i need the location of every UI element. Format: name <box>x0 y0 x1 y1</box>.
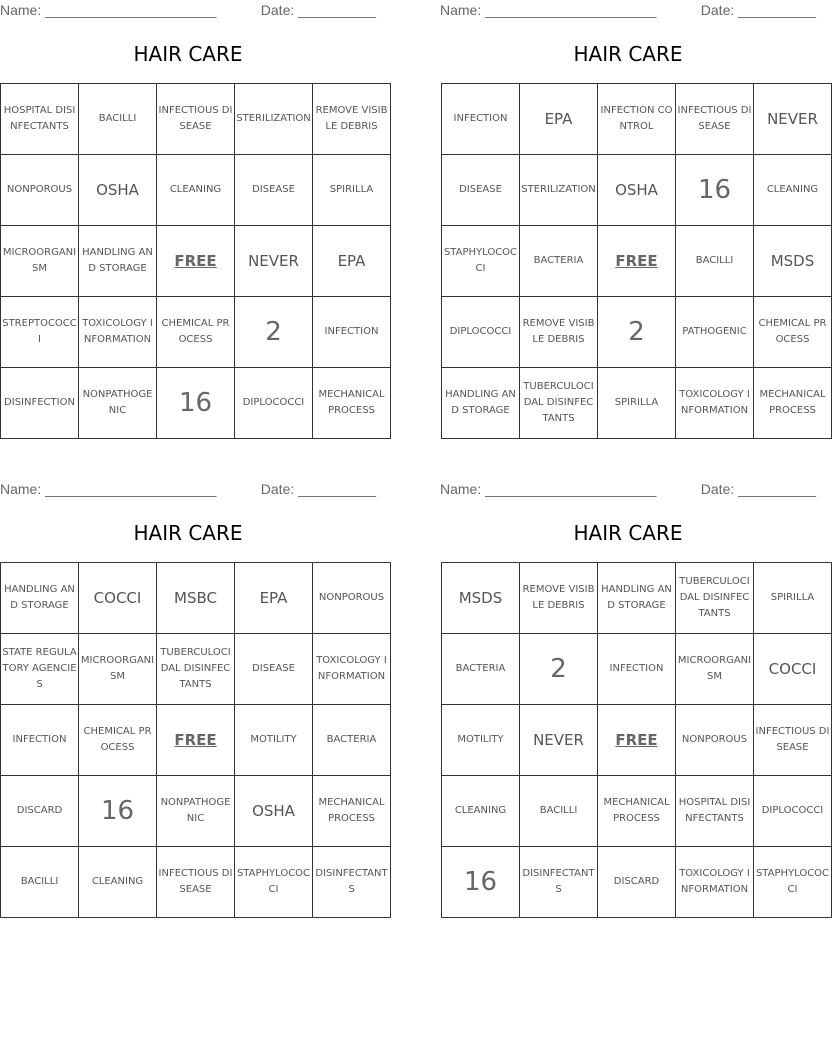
grid-cell: STATE REGULATORY AGENCIES <box>1 634 79 705</box>
grid-cell: DIPLOCOCCI <box>235 368 313 439</box>
grid-cell: NEVER <box>754 84 832 155</box>
grid-cell: MOTILITY <box>235 705 313 776</box>
grid-cell: OSHA <box>235 776 313 847</box>
bingo-card-4 <box>440 479 830 919</box>
grid-cell: OSHA <box>598 155 676 226</box>
grid-cell: NONPOROUS <box>1 155 79 226</box>
grid-cell: NONPATHOGENIC <box>79 368 157 439</box>
grid-cell: MICROORGANISM <box>1 226 79 297</box>
grid-cell: INFECTIOUS DISEASE <box>676 84 754 155</box>
grid-cell: CHEMICAL PROCESS <box>754 297 832 368</box>
grid-cell: HOSPITAL DISINFECTANTS <box>1 84 79 155</box>
grid-cell: NEVER <box>235 226 313 297</box>
grid-cell: BACILLI <box>79 84 157 155</box>
date-field-label: Date: __________ <box>700 481 816 497</box>
bingo-grid <box>0 562 391 918</box>
grid-cell: INFECTION <box>442 84 520 155</box>
grid-cell: CLEANING <box>79 847 157 918</box>
grid-cell: INFECTION <box>1 705 79 776</box>
grid-cell: 2 <box>235 297 313 368</box>
grid-cell: BACTERIA <box>520 226 598 297</box>
name-date-row <box>440 2 816 20</box>
grid-cell: SPIRILLA <box>598 368 676 439</box>
grid-cell: DISINFECTION <box>1 368 79 439</box>
grid-cell: 16 <box>442 847 520 918</box>
grid-cell: STAPHYLOCOCCI <box>235 847 313 918</box>
grid-cell: EPA <box>235 563 313 634</box>
grid-cell: INFECTION CONTROL <box>598 84 676 155</box>
grid-cell: MOTILITY <box>442 705 520 776</box>
grid-cell: NEVER <box>520 705 598 776</box>
name-field-label: Name: ______________________ <box>440 481 657 497</box>
bingo-card-2 <box>440 0 827 440</box>
name-field-label: Name: ______________________ <box>440 2 657 18</box>
card-title: HAIR CARE <box>573 42 683 66</box>
grid-cell: INFECTION <box>598 634 676 705</box>
name-field-label: Name: ______________________ <box>0 481 217 497</box>
grid-cell: EPA <box>313 226 391 297</box>
grid-cell: TUBERCULOCIDAL DISINFECTANTS <box>157 634 235 705</box>
free-space-cell: FREE <box>157 226 235 297</box>
grid-cell: 16 <box>157 368 235 439</box>
grid-cell: CHEMICAL PROCESS <box>79 705 157 776</box>
grid-cell: PATHOGENIC <box>676 297 754 368</box>
name-field-label: Name: ______________________ <box>0 2 217 18</box>
name-date-row <box>0 2 376 20</box>
name-date-row <box>0 481 376 499</box>
grid-cell: EPA <box>520 84 598 155</box>
free-space-cell: FREE <box>598 226 676 297</box>
grid-cell: TOXICOLOGY INFORMATION <box>313 634 391 705</box>
bingo-card-3 <box>0 479 388 919</box>
grid-cell: 2 <box>520 634 598 705</box>
grid-cell: DISEASE <box>442 155 520 226</box>
card-title: HAIR CARE <box>573 521 683 545</box>
grid-cell: STAPHYLOCOCCI <box>754 847 832 918</box>
grid-cell: DISEASE <box>235 155 313 226</box>
grid-cell: HOSPITAL DISINFECTANTS <box>676 776 754 847</box>
grid-cell: CLEANING <box>754 155 832 226</box>
grid-cell: TOXICOLOGY INFORMATION <box>79 297 157 368</box>
grid-cell: HANDLING AND STORAGE <box>79 226 157 297</box>
grid-cell: 16 <box>676 155 754 226</box>
grid-cell: DISEASE <box>235 634 313 705</box>
grid-cell: INFECTIOUS DISEASE <box>157 847 235 918</box>
grid-cell: REMOVE VISIBLE DEBRIS <box>313 84 391 155</box>
grid-cell: TOXICOLOGY INFORMATION <box>676 847 754 918</box>
grid-cell: OSHA <box>79 155 157 226</box>
grid-cell: DISCARD <box>598 847 676 918</box>
card-title: HAIR CARE <box>133 521 243 545</box>
grid-cell: DIPLOCOCCI <box>442 297 520 368</box>
grid-cell: NONPATHOGENIC <box>157 776 235 847</box>
date-field-label: Date: __________ <box>260 481 376 497</box>
grid-cell: DISINFECTANTS <box>520 847 598 918</box>
bingo-grid <box>0 83 391 439</box>
grid-cell: MECHANICAL PROCESS <box>598 776 676 847</box>
grid-cell: DISINFECTANTS <box>313 847 391 918</box>
grid-cell: TUBERCULOCIDAL DISINFECTANTS <box>520 368 598 439</box>
card-title: HAIR CARE <box>133 42 243 66</box>
date-field-label: Date: __________ <box>700 2 816 18</box>
date-field-label: Date: __________ <box>260 2 376 18</box>
grid-cell: MECHANICAL PROCESS <box>313 368 391 439</box>
grid-cell: MICROORGANISM <box>676 634 754 705</box>
grid-cell: STAPHYLOCOCCI <box>442 226 520 297</box>
bingo-grid <box>441 83 832 439</box>
grid-cell: MSBC <box>157 563 235 634</box>
grid-cell: CLEANING <box>157 155 235 226</box>
grid-cell: INFECTIOUS DISEASE <box>157 84 235 155</box>
grid-cell: TOXICOLOGY INFORMATION <box>676 368 754 439</box>
grid-cell: MICROORGANISM <box>79 634 157 705</box>
grid-cell: MECHANICAL PROCESS <box>313 776 391 847</box>
grid-cell: DISCARD <box>1 776 79 847</box>
grid-cell: INFECTIOUS DISEASE <box>754 705 832 776</box>
grid-cell: HANDLING AND STORAGE <box>598 563 676 634</box>
grid-cell: BACTERIA <box>313 705 391 776</box>
grid-cell: BACILLI <box>1 847 79 918</box>
grid-cell: COCCI <box>754 634 832 705</box>
free-space-cell: FREE <box>157 705 235 776</box>
grid-cell: REMOVE VISIBLE DEBRIS <box>520 297 598 368</box>
bingo-card-1 <box>0 0 388 440</box>
grid-cell: MECHANICAL PROCESS <box>754 368 832 439</box>
grid-cell: COCCI <box>79 563 157 634</box>
grid-cell: SPIRILLA <box>754 563 832 634</box>
grid-cell: BACTERIA <box>442 634 520 705</box>
grid-cell: BACILLI <box>676 226 754 297</box>
grid-cell: CLEANING <box>442 776 520 847</box>
grid-cell: STREPTOCOCCI <box>1 297 79 368</box>
grid-cell: DIPLOCOCCI <box>754 776 832 847</box>
grid-cell: TUBERCULOCIDAL DISINFECTANTS <box>676 563 754 634</box>
grid-cell: INFECTION <box>313 297 391 368</box>
grid-cell: SPIRILLA <box>313 155 391 226</box>
grid-cell: MSDS <box>442 563 520 634</box>
grid-cell: HANDLING AND STORAGE <box>442 368 520 439</box>
grid-cell: REMOVE VISIBLE DEBRIS <box>520 563 598 634</box>
grid-cell: STERILIZATION <box>235 84 313 155</box>
grid-cell: BACILLI <box>520 776 598 847</box>
grid-cell: STERILIZATION <box>520 155 598 226</box>
grid-cell: HANDLING AND STORAGE <box>1 563 79 634</box>
grid-cell: 16 <box>79 776 157 847</box>
name-date-row <box>440 481 816 499</box>
grid-cell: MSDS <box>754 226 832 297</box>
grid-cell: NONPOROUS <box>313 563 391 634</box>
grid-cell: 2 <box>598 297 676 368</box>
free-space-cell: FREE <box>598 705 676 776</box>
grid-cell: CHEMICAL PROCESS <box>157 297 235 368</box>
grid-cell: NONPOROUS <box>676 705 754 776</box>
bingo-grid <box>441 562 832 918</box>
